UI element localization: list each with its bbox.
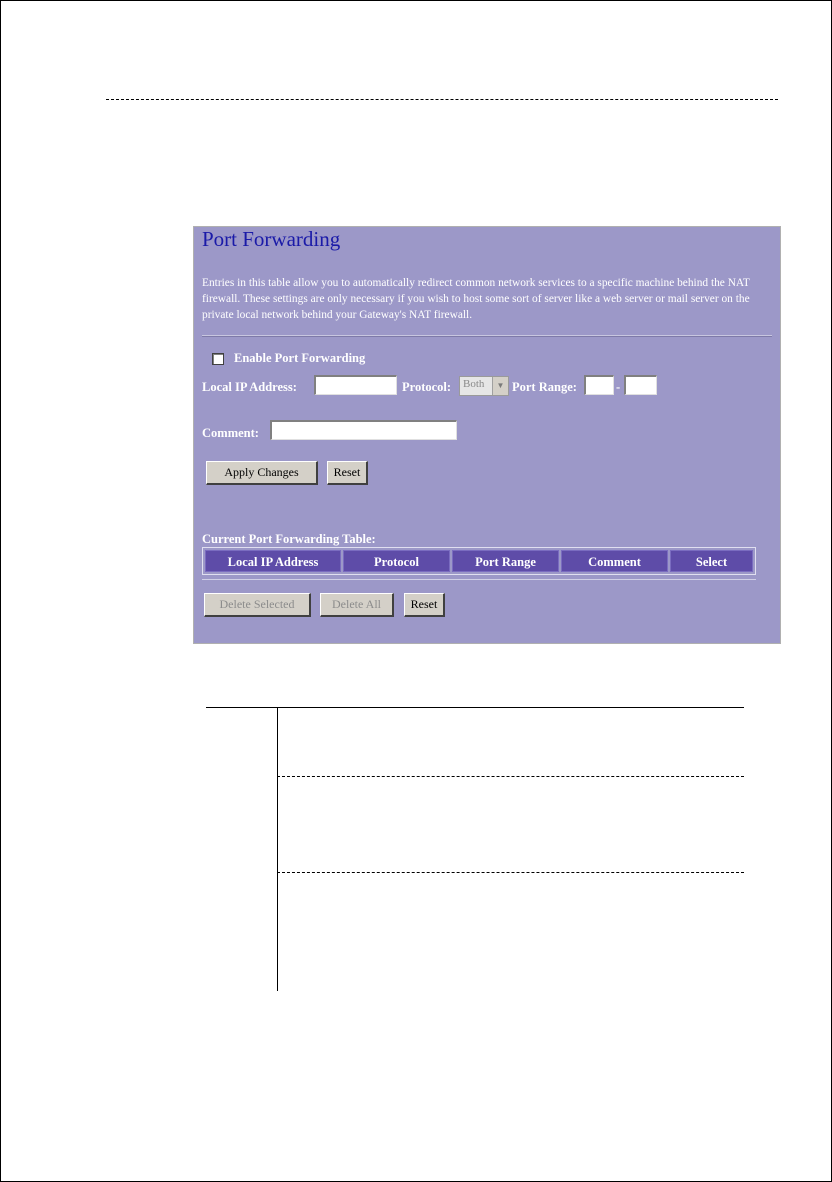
chevron-down-icon[interactable]: ▼: [492, 377, 508, 395]
description-table-column-divider: [277, 708, 278, 991]
description-table-row-divider: [277, 776, 744, 777]
reset-button[interactable]: Reset: [327, 461, 368, 485]
column-header-protocol: Protocol: [343, 550, 450, 572]
delete-all-button[interactable]: Delete All: [320, 593, 394, 617]
port-range-from-input[interactable]: [584, 375, 614, 395]
description-table-top-border: [206, 707, 744, 708]
protocol-label: Protocol:: [402, 380, 452, 394]
divider: [202, 335, 772, 337]
apply-changes-button[interactable]: Apply Changes: [206, 461, 318, 485]
port-range-label: Port Range:: [512, 380, 577, 394]
comment-input[interactable]: [270, 420, 457, 440]
top-dashed-rule: [106, 99, 778, 100]
column-header-port-range: Port Range: [452, 550, 559, 572]
protocol-select[interactable]: [459, 376, 509, 396]
delete-selected-button[interactable]: Delete Selected: [204, 593, 311, 617]
port-forwarding-panel: [193, 226, 781, 644]
port-range-separator: -: [616, 380, 621, 394]
port-forwarding-table-header: [202, 547, 756, 575]
port-range-to-input[interactable]: [624, 375, 657, 395]
local-ip-input[interactable]: [314, 375, 397, 395]
page-title: Port Forwarding: [202, 227, 341, 251]
comment-label: Comment:: [202, 426, 259, 440]
reset-table-button[interactable]: Reset: [404, 593, 445, 617]
column-header-select: Select: [670, 550, 753, 572]
page-description: Entries in this table allow you to automatically redirect common network services to a specific machine behind the NAT firewall. These settings are only necessary if you wish to host some sort of server like a web server or mail server on the private local network behind your Gateway's NAT firewall.: [202, 277, 750, 321]
protocol-selected-value: Both: [463, 378, 485, 390]
enable-port-forwarding-checkbox[interactable]: [212, 353, 224, 365]
local-ip-label: Local IP Address:: [202, 380, 297, 394]
table-caption: Current Port Forwarding Table:: [202, 532, 376, 546]
description-table-row-divider: [277, 872, 744, 873]
enable-port-forwarding-label: Enable Port Forwarding: [234, 351, 366, 365]
column-header-comment: Comment: [561, 550, 668, 572]
column-header-local-ip: Local IP Address: [205, 550, 341, 572]
table-divider: [202, 579, 756, 580]
